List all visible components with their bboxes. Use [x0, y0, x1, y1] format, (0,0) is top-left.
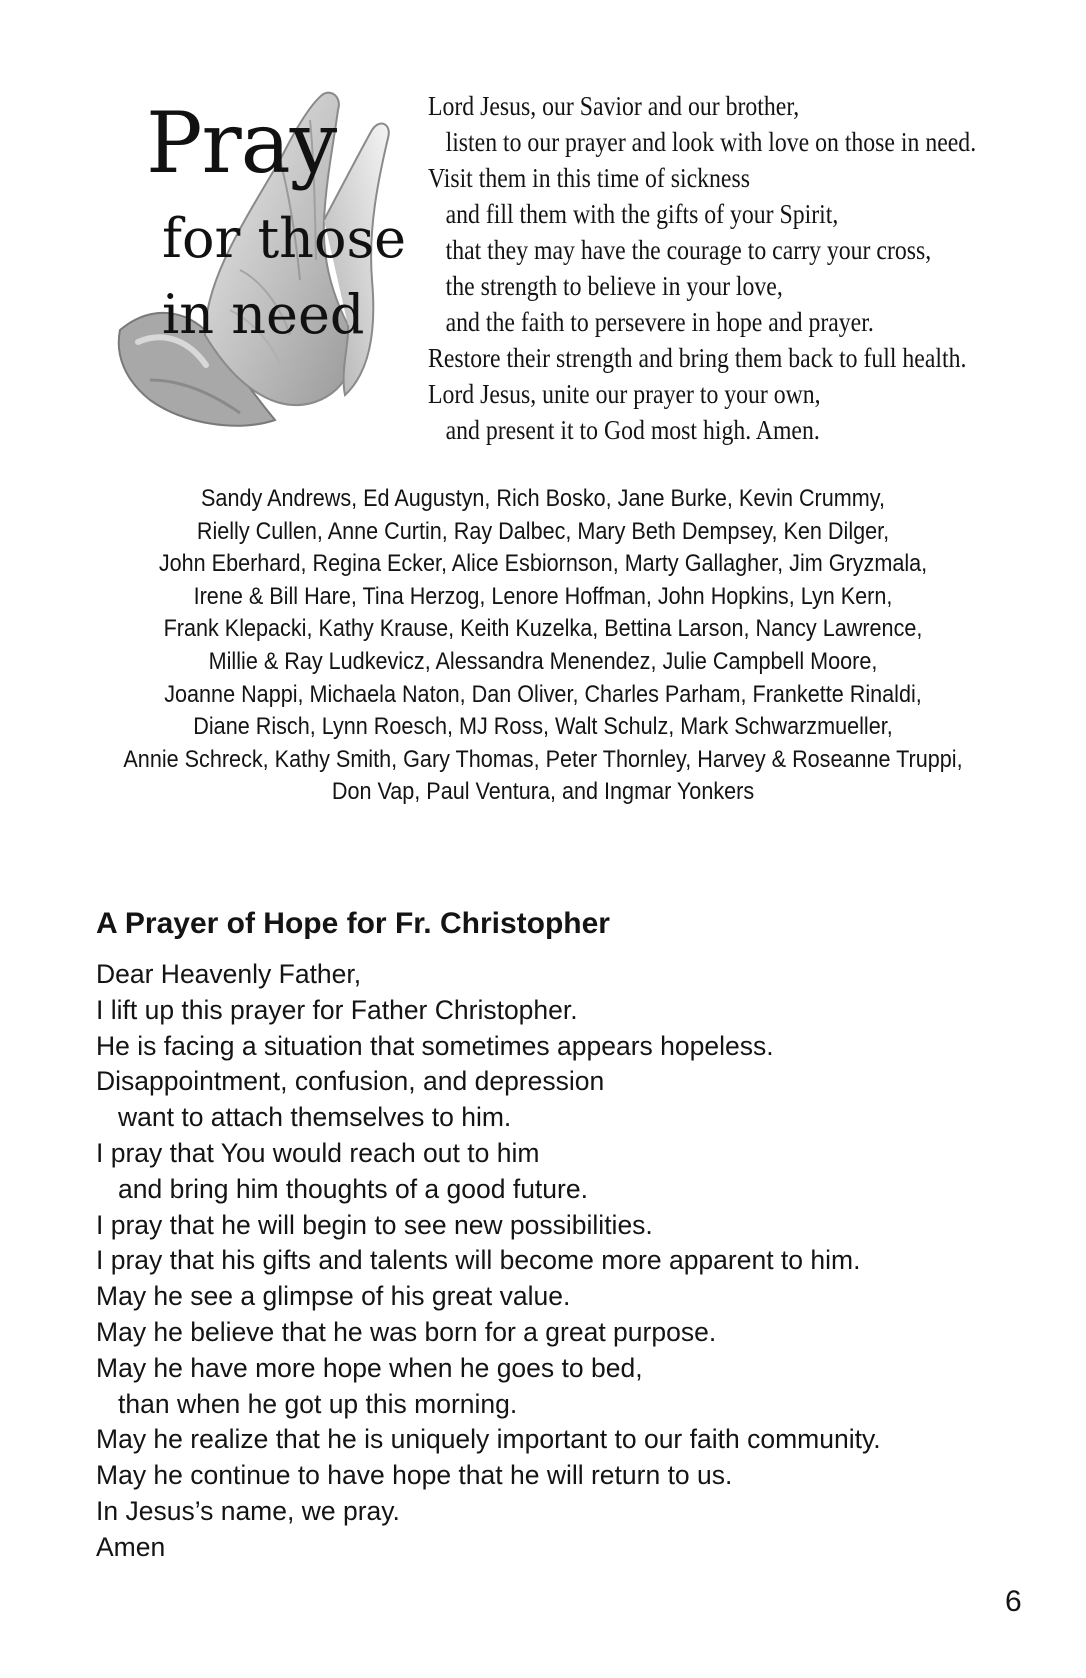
prayer-line: May he see a glimpse of his great value. — [96, 1281, 571, 1312]
prayer-names-list — [40, 483, 1046, 809]
names-line: Joanne Nappi, Michaela Naton, Dan Oliver, Charles Parham, Frankette Rinaldi, — [164, 680, 922, 708]
hope-prayer — [96, 957, 1056, 1566]
prayer-line: listen to our prayer and look with love on those in need. — [445, 127, 977, 157]
names-line: John Eberhard, Regina Ecker, Alice Esbiornson, Marty Gallagher, Jim Gryzmala, — [158, 550, 928, 578]
prayer-line: and bring him thoughts of a good future. — [118, 1173, 588, 1204]
opening-prayer — [428, 88, 991, 448]
names-line: Rielly Cullen, Anne Curtin, Ray Dalbec, Mary Beth Dempsey, Ken Dilger, — [196, 517, 890, 545]
prayer-line: Amen — [96, 1531, 166, 1562]
prayer-line: that they may have the courage to carry your cross, — [445, 235, 932, 265]
prayer-line: Dear Heavenly Father, — [96, 959, 362, 989]
page-title: Pray — [146, 94, 337, 192]
prayer-line: Restore their strength and bring them back to full health. — [428, 343, 967, 373]
prayer-line: want to attach themselves to him. — [118, 1102, 512, 1133]
prayer-line: Lord Jesus, unite our prayer to your own, — [428, 379, 821, 409]
names-line: Diane Risch, Lynn Roesch, MJ Ross, Walt Schulz, Mark Schwarzmueller, — [193, 713, 893, 741]
prayer-line: Visit them in this time of sickness — [428, 163, 750, 193]
prayer-line: May he continue to have hope that he will return to us. — [96, 1460, 733, 1491]
names-line: Millie & Ray Ludkevicz, Alessandra Menendez, Julie Campbell Moore, — [208, 647, 878, 675]
names-line: Irene & Bill Hare, Tina Herzog, Lenore Hoffman, John Hopkins, Lyn Kern, — [193, 582, 893, 610]
prayer-line: May he have more hope when he goes to bed, — [96, 1352, 643, 1383]
prayer-line: Lord Jesus, our Savior and our brother, — [428, 91, 800, 121]
prayer-line: the strength to believe in your love, — [445, 271, 783, 301]
prayer-line: Disappointment, confusion, and depression — [96, 1066, 605, 1097]
page-subtitle-line-2: in need — [162, 283, 365, 346]
page-number: 6 — [1005, 1585, 1022, 1618]
hope-prayer-title: A Prayer of Hope for Fr. Christopher — [96, 907, 610, 940]
names-line: Don Vap, Paul Ventura, and Ingmar Yonkers — [331, 778, 755, 806]
names-line: Frank Klepacki, Kathy Krause, Keith Kuzelka, Bettina Larson, Nancy Lawrence, — [163, 615, 923, 643]
prayer-line: I pray that he will begin to see new possibilities. — [96, 1209, 653, 1240]
prayer-line: and the faith to persevere in hope and prayer. — [445, 307, 874, 337]
prayer-line: He is facing a situation that sometimes appears hopeless. — [96, 1030, 774, 1061]
prayer-line: In Jesus’s name, we pray. — [96, 1495, 400, 1526]
prayer-line: and present it to God most high. Amen. — [445, 415, 820, 445]
prayer-line: I pray that You would reach out to him — [96, 1137, 540, 1168]
names-line: Annie Schreck, Kathy Smith, Gary Thomas, Peter Thornley, Harvey & Roseanne Truppi, — [123, 745, 963, 773]
names-line: Sandy Andrews, Ed Augustyn, Rich Bosko, Jane Burke, Kevin Crummy, — [201, 485, 885, 512]
prayer-line: May he believe that he was born for a great purpose. — [96, 1316, 717, 1347]
prayer-line: I pray that his gifts and talents will become more apparent to him. — [96, 1245, 861, 1276]
prayer-line: than when he got up this morning. — [118, 1388, 518, 1419]
prayer-line: and fill them with the gifts of your Spirit, — [445, 199, 839, 229]
prayer-line: May he realize that he is uniquely important to our faith community. — [96, 1424, 881, 1455]
prayer-line: I lift up this prayer for Father Christopher. — [96, 994, 578, 1025]
page-subtitle-line-1: for those — [162, 207, 407, 270]
